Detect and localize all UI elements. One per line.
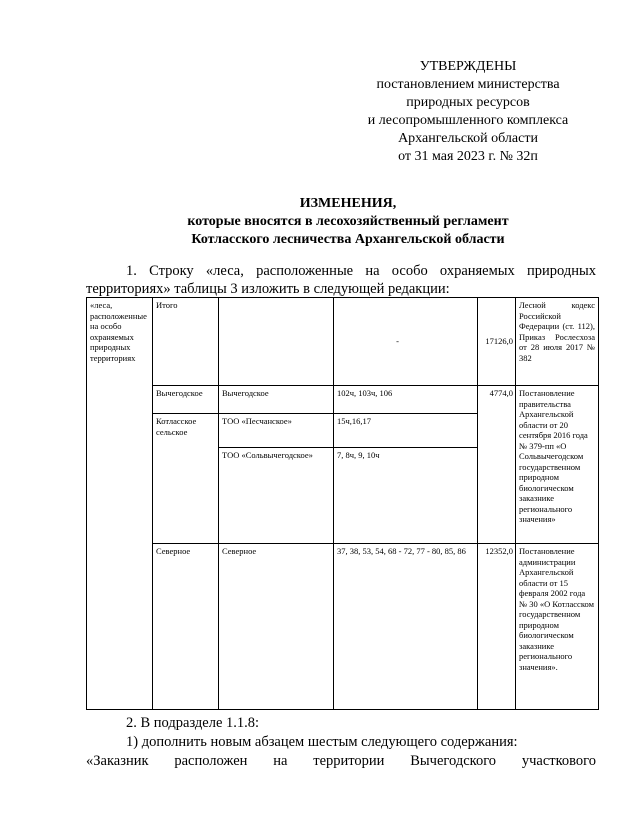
table-cell-basis: Постановление правительства Архангельской области от 20 сентября 2016 года № 379-пп «О Сольвычегодском государственном природном биологическом заказнике регионального значения»: [516, 386, 599, 544]
table-cell-area: 17126,0: [478, 298, 516, 386]
paragraph-2-line-3: «Заказник расположен на территории Вычегодского участкового: [86, 753, 596, 769]
table-row: [87, 544, 599, 710]
paragraph-1: [86, 262, 596, 298]
table-cell-district: Котласское сельское: [153, 414, 219, 544]
table-cell-quarters: 102ч, 103ч, 106: [334, 386, 478, 414]
paragraph-2: [86, 714, 596, 771]
approval-title: УТВЕРЖДЕНЫ: [419, 59, 517, 74]
table-cell-district: Вычегодское: [153, 386, 219, 414]
table-cell-basis: Постановление администрации Архангельской области от 15 февраля 2002 года № 30 «О Котласском государственном природном биологическом заказнике регионального значения».: [516, 544, 599, 710]
table-cell-area: 12352,0: [478, 544, 516, 710]
table-cell-forestry: [219, 298, 334, 386]
document-heading: [80, 195, 616, 249]
paragraph-1-line-2: территориях» таблицы 3 изложить в следующей редакции:: [86, 281, 450, 297]
heading-subtitle: Котласского лесничества Архангельской области: [191, 232, 505, 247]
table-cell-district: Итого: [153, 298, 219, 386]
table-cell-forestry: ТОО «Сольвычегодское»: [219, 448, 334, 544]
table-cell-quarters: 15ч,16,17: [334, 414, 478, 448]
table-cell-district: Северное: [153, 544, 219, 710]
table-cell-quarters: 7, 8ч, 9, 10ч: [334, 448, 478, 544]
paragraph-2-line-2: 1) дополнить новым абзацем шестым следующего содержания:: [126, 734, 518, 750]
table-cell-forestry: Северное: [219, 544, 334, 710]
table-cell-forestry: Вычегодское: [219, 386, 334, 414]
approval-block: [340, 58, 596, 166]
table-cell-quarters: -: [334, 298, 478, 386]
table-row: [87, 298, 599, 386]
heading-subtitle: которые вносятся в лесохозяйственный регламент: [187, 214, 509, 229]
table-cell-basis: Лесной кодекс Российской Федерации (ст. 112), Приказ Рослесхоза от 28 июля 2017 № 382: [516, 298, 599, 386]
paragraph-1-line-1: 1. Строку «леса, расположенные на особо охраняемых природных: [126, 263, 596, 279]
approval-date: от 31 мая 2023 г. № 32п: [398, 149, 538, 164]
heading-title: ИЗМЕНЕНИЯ,: [299, 196, 397, 211]
approval-line: и лесопромышленного комплекса: [367, 113, 569, 128]
table-cell-area: 4774,0: [478, 386, 516, 544]
paragraph-2-line-1: 2. В подразделе 1.1.8:: [126, 715, 260, 731]
approval-line: постановлением министерства: [376, 77, 560, 92]
table-cell-quarters: 37, 38, 53, 54, 68 - 72, 77 - 80, 85, 86: [334, 544, 478, 710]
forest-table: [86, 297, 599, 710]
approval-line: природных ресурсов: [406, 95, 530, 110]
table-cell-forestry: ТОО «Песчанское»: [219, 414, 334, 448]
table-cell-category: «леса, расположенные на особо охраняемых природных территориях: [87, 298, 153, 710]
approval-line: Архангельской области: [398, 131, 538, 146]
table-row: [87, 386, 599, 414]
